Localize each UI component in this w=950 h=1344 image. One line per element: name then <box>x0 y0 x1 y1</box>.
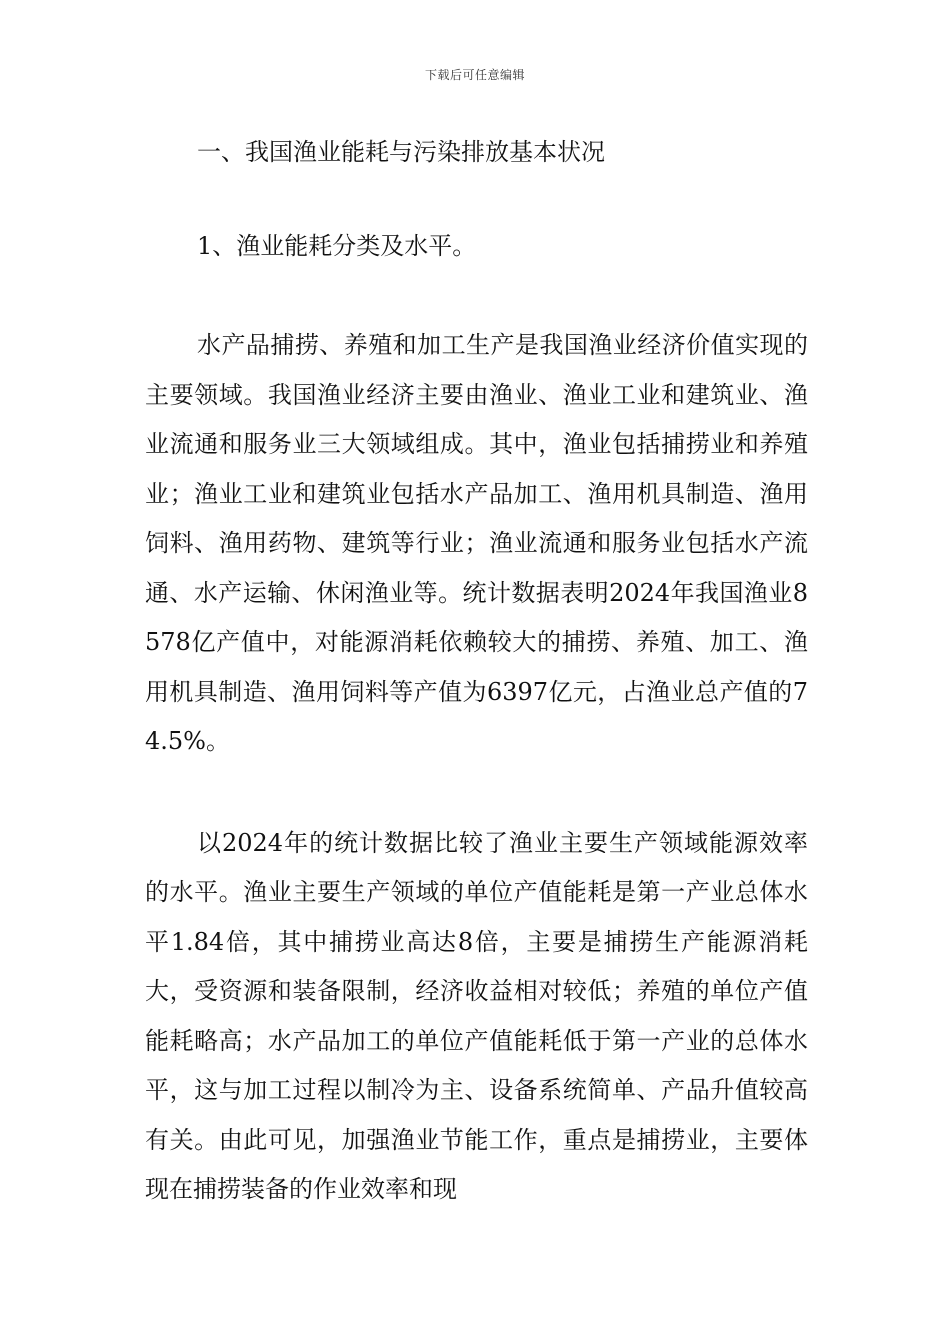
subsection-heading: 1、渔业能耗分类及水平。 <box>197 232 477 260</box>
paragraph-energy-classification: 水产品捕捞、养殖和加工生产是我国渔业经济价值实现的主要领域。我国渔业经济主要由渔业、渔业工业和建筑业、渔业流通和服务业三大领域组成。其中，渔业包括捕捞业和养殖业；渔业工业和建筑业包括水产品加工、渔用机具制造、渔用饲料、渔用药物、建筑等行业；渔业流通和服务业包括水产流通、水产运输、休闲渔业等。统计数据表明2024年我国渔业8578亿产值中，对能源消耗依赖较大的捕捞、养殖、加工、渔用机具制造、渔用饲料等产值为6397亿元，占渔业总产值的74.5%。 <box>145 331 808 755</box>
header-note: 下载后可任意编辑 <box>424 68 525 82</box>
paragraph-energy-efficiency: 以2024年的统计数据比较了渔业主要生产领域能源效率的水平。渔业主要生产领域的单位产值能耗是第一产业总体水平1.84倍，其中捕捞业高达8倍，主要是捕捞生产能源消耗大，受资源和装备限制，经济收益相对较低；养殖的单位产值能耗略高；水产品加工的单位产值能耗低于第一产业的总体水平，这与加工过程以制冷为主、设备系统简单、产品升值较高有关。由此可见，加强渔业节能工作，重点是捕捞业，主要体现在捕捞装备的作业效率和现 <box>145 828 808 1203</box>
section-heading: 一、我国渔业能耗与污染排放基本状况 <box>197 138 605 166</box>
document-body <box>145 128 808 1215</box>
